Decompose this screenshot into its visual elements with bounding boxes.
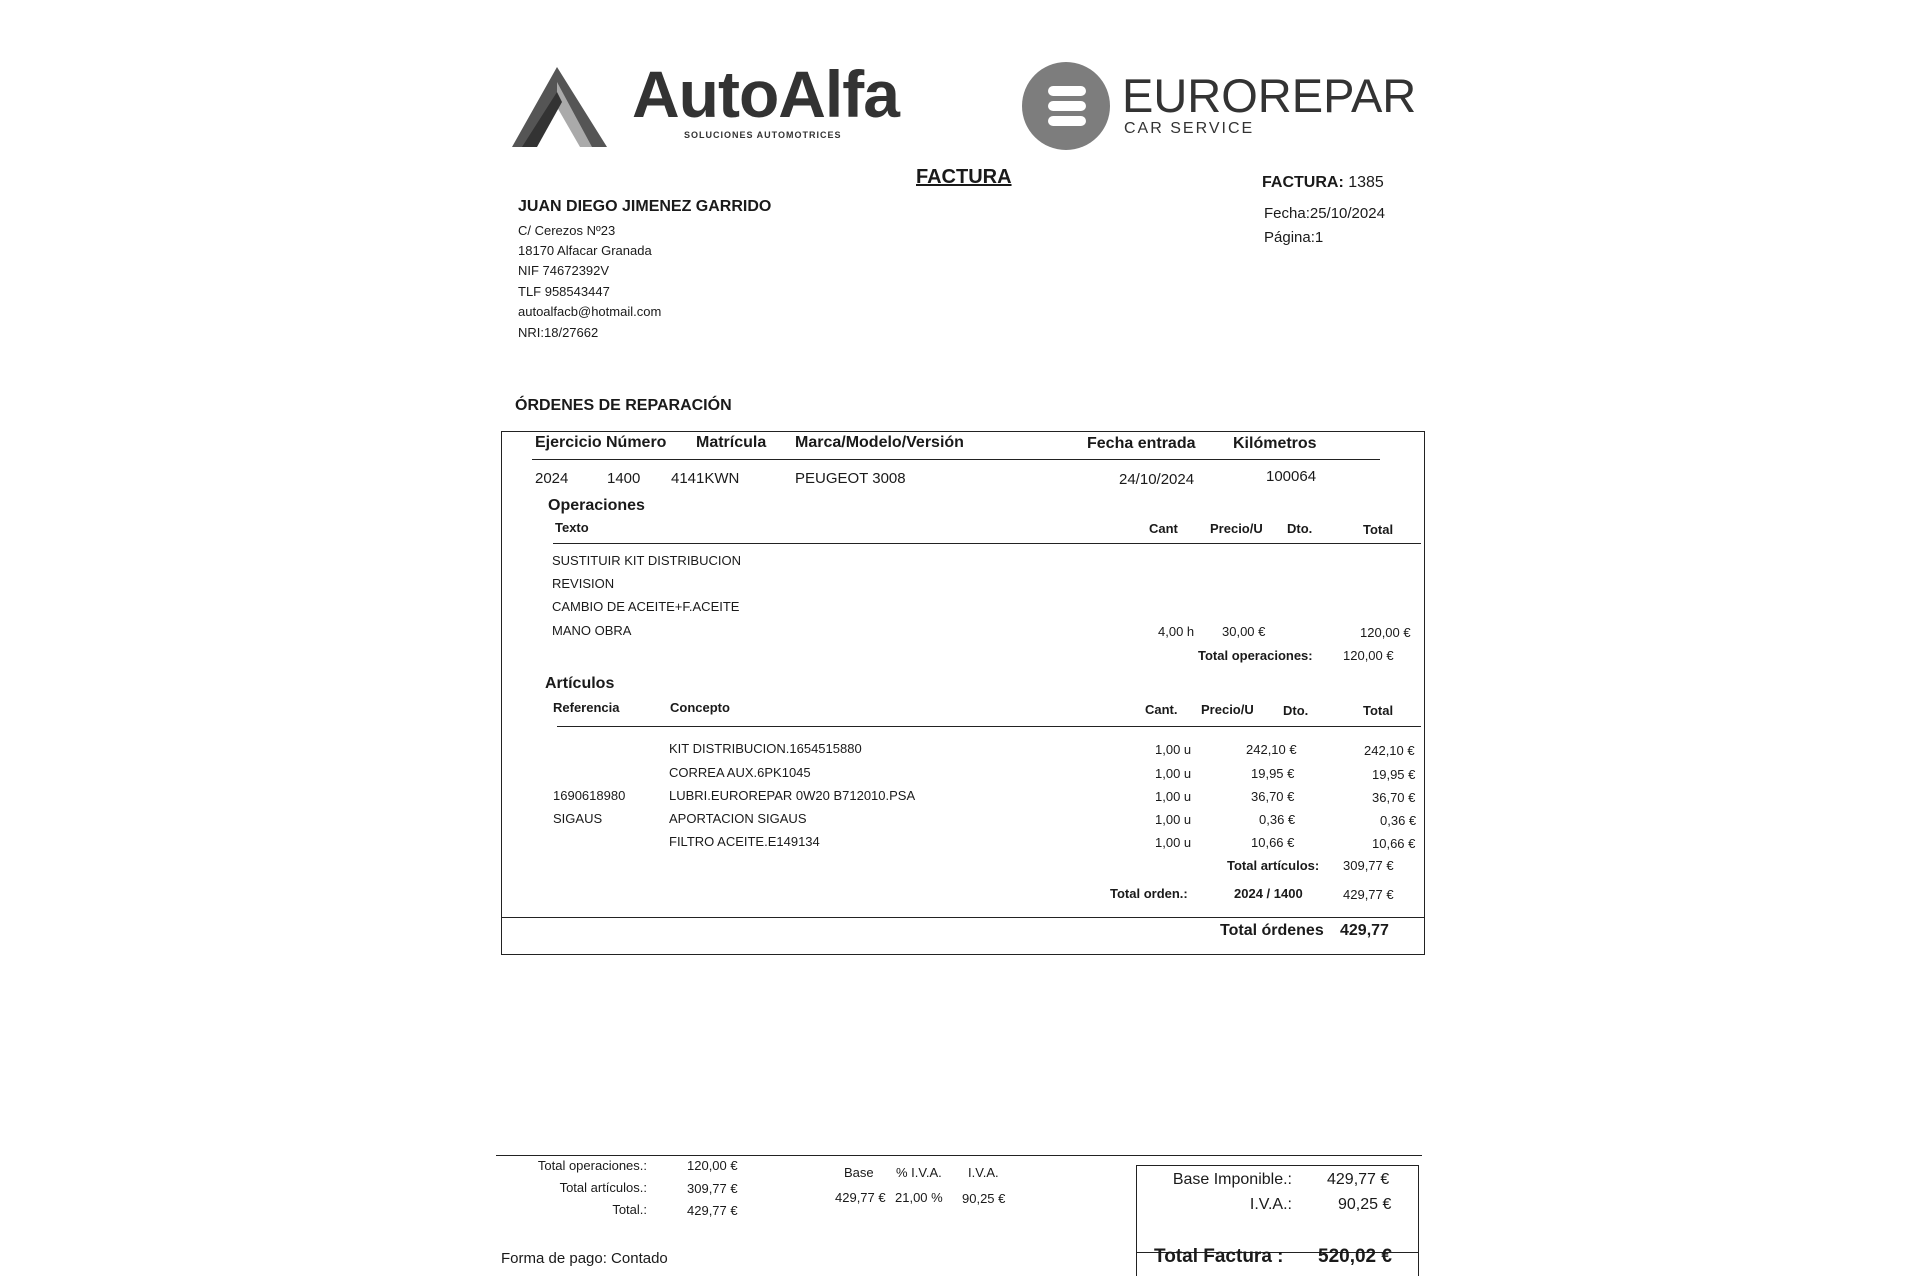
total-articulos-value: 309,77 € <box>1343 858 1394 873</box>
article-precio: 36,70 € <box>1251 789 1295 804</box>
art-col-concepto: Concepto <box>670 700 730 715</box>
autoalfa-tagline: SOLUCIONES AUTOMOTRICES <box>684 130 842 140</box>
invoice-meta <box>1262 174 1384 192</box>
total-factura-label: Total Factura : <box>1154 1246 1284 1267</box>
art-col-total: Total <box>1363 703 1394 718</box>
orders-header-rule <box>532 459 1380 460</box>
col-matricula: Matrícula <box>696 434 767 451</box>
article-total: 242,10 € <box>1364 743 1415 758</box>
art-col-precio: Precio/U <box>1201 702 1254 717</box>
iva-label: I.V.A.: <box>1249 1196 1292 1213</box>
issuer-name: JUAN DIEGO JIMENEZ GARRIDO <box>518 198 772 215</box>
articulos-title: Artículos <box>545 675 615 692</box>
summary-label: Total artículos.: <box>559 1180 647 1195</box>
total-ordenes-rule <box>501 917 1425 918</box>
invoice-number-label: FACTURA: <box>1262 174 1344 191</box>
iva-amount: 90,25 € <box>962 1191 1006 1206</box>
invoice-page: Página:1 <box>1264 229 1324 246</box>
total-factura-value: 520,02 € <box>1318 1246 1392 1267</box>
art-col-dto: Dto. <box>1283 703 1309 718</box>
summary-top-rule <box>496 1155 1422 1156</box>
operation-line: CAMBIO DE ACEITE+F.ACEITE <box>552 599 740 614</box>
invoice-date: Fecha:25/10/2024 <box>1264 205 1385 222</box>
article-precio: 10,66 € <box>1251 835 1295 850</box>
total-articulos-label: Total artículos: <box>1227 858 1320 873</box>
article-precio: 242,10 € <box>1246 742 1297 757</box>
autoalfa-emblem-icon <box>512 62 612 152</box>
total-ordenes-value: 429,77 <box>1340 922 1389 939</box>
op-col-dto: Dto. <box>1287 521 1313 536</box>
article-precio: 0,36 € <box>1259 812 1296 827</box>
operaciones-title: Operaciones <box>548 497 645 514</box>
operation-line: SUSTITUIR KIT DISTRIBUCION <box>552 553 741 568</box>
article-total: 0,36 € <box>1380 813 1417 828</box>
issuer-nri: NRI:18/27662 <box>518 325 599 340</box>
total-orden-label: Total orden.: <box>1110 886 1188 901</box>
art-col-referencia: Referencia <box>553 700 620 715</box>
summary-value: 429,77 € <box>687 1203 738 1218</box>
article-cant: 1,00 u <box>1155 789 1192 804</box>
iva-base: 429,77 € <box>835 1190 886 1205</box>
mano-obra-text: MANO OBRA <box>552 623 632 638</box>
articulos-header-rule <box>557 726 1421 727</box>
article-ref: 1690618980 <box>553 788 626 803</box>
eurorepar-emblem-icon <box>1020 60 1112 152</box>
operation-line: REVISION <box>552 576 615 591</box>
article-cant: 1,00 u <box>1155 812 1192 827</box>
total-orden-value: 429,77 € <box>1343 887 1394 902</box>
op-col-precio: Precio/U <box>1210 521 1263 536</box>
total-orden-ref: 2024 / 1400 <box>1234 886 1303 901</box>
mano-obra-total: 120,00 € <box>1360 625 1411 640</box>
col-fecha-entrada: Fecha entrada <box>1087 435 1196 452</box>
summary-value: 120,00 € <box>687 1158 738 1173</box>
article-cant: 1,00 u <box>1155 742 1192 757</box>
summary-value: 309,77 € <box>687 1181 738 1196</box>
article-concepto: FILTRO ACEITE.E149134 <box>669 834 820 849</box>
document-title: FACTURA <box>916 166 1012 188</box>
op-col-texto: Texto <box>555 520 589 535</box>
col-kilometros: Kilómetros <box>1233 435 1317 452</box>
op-col-total: Total <box>1363 522 1394 537</box>
operaciones-header-rule <box>553 543 1421 544</box>
article-precio: 19,95 € <box>1251 766 1295 781</box>
order-matricula: 4141KWN <box>671 470 740 487</box>
article-concepto: CORREA AUX.6PK1045 <box>669 765 811 780</box>
iva-header-base: Base <box>844 1165 874 1180</box>
col-ejercicio: Ejercicio <box>535 434 602 451</box>
total-ordenes-label: Total órdenes <box>1220 922 1324 939</box>
iva-value: 90,25 € <box>1338 1196 1392 1213</box>
autoalfa-logo <box>512 57 962 150</box>
article-concepto: KIT DISTRIBUCION.1654515880 <box>669 741 862 756</box>
col-numero: Número <box>606 434 667 451</box>
op-col-cant: Cant <box>1149 521 1178 536</box>
issuer-city: 18170 Alfacar Granada <box>518 243 652 258</box>
summary-label: Total operaciones.: <box>537 1158 647 1173</box>
issuer-email: autoalfacb@hotmail.com <box>518 304 662 319</box>
order-modelo: PEUGEOT 3008 <box>795 470 906 487</box>
article-total: 19,95 € <box>1372 767 1416 782</box>
article-total: 10,66 € <box>1372 836 1416 851</box>
col-modelo: Marca/Modelo/Versión <box>795 434 964 451</box>
total-operaciones-label: Total operaciones: <box>1198 648 1313 663</box>
issuer-phone: TLF 958543447 <box>518 284 610 299</box>
orders-section-title: ÓRDENES DE REPARACIÓN <box>515 397 732 414</box>
invoice-number: 1385 <box>1348 174 1384 191</box>
autoalfa-wordmark: AutoAlfa <box>632 57 899 131</box>
order-fecha: 24/10/2024 <box>1119 471 1195 488</box>
issuer-nif: NIF 74672392V <box>518 263 610 278</box>
eurorepar-tagline: CAR SERVICE <box>1124 120 1255 137</box>
article-cant: 1,00 u <box>1155 835 1192 850</box>
article-ref: SIGAUS <box>553 811 603 826</box>
base-imponible-value: 429,77 € <box>1327 1171 1390 1188</box>
base-imponible-label: Base Imponible.: <box>1172 1171 1292 1188</box>
mano-obra-cant: 4,00 h <box>1158 624 1195 639</box>
iva-header-pct: % I.V.A. <box>896 1165 942 1180</box>
article-concepto: APORTACION SIGAUS <box>669 811 807 826</box>
forma-de-pago: Forma de pago: Contado <box>501 1250 668 1267</box>
mano-obra-precio: 30,00 € <box>1222 624 1266 639</box>
order-numero: 1400 <box>607 470 641 487</box>
summary-label: Total.: <box>612 1202 647 1217</box>
eurorepar-logo <box>1020 60 1420 156</box>
eurorepar-wordmark: EUROREPAR <box>1122 69 1417 122</box>
total-operaciones-value: 120,00 € <box>1343 648 1394 663</box>
article-concepto: LUBRI.EUROREPAR 0W20 B712010.PSA <box>669 788 916 803</box>
order-ejercicio: 2024 <box>535 470 569 487</box>
iva-pct: 21,00 % <box>895 1190 943 1205</box>
article-total: 36,70 € <box>1372 790 1416 805</box>
art-col-cant: Cant. <box>1145 702 1178 717</box>
issuer-address: C/ Cerezos Nº23 <box>518 223 616 238</box>
order-km: 100064 <box>1266 468 1317 485</box>
iva-header-iva: I.V.A. <box>968 1165 999 1180</box>
article-cant: 1,00 u <box>1155 766 1192 781</box>
